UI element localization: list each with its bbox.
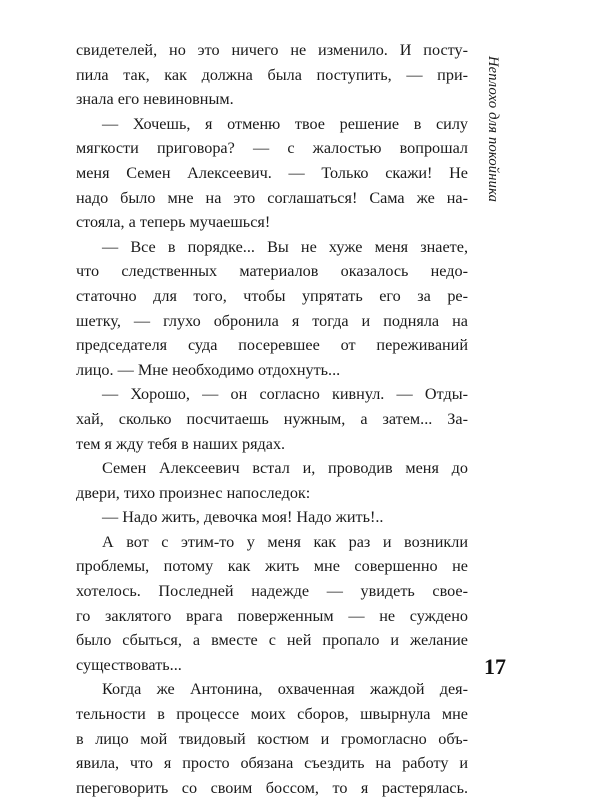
running-head: Неплохо для покойника [485,56,501,203]
page-number: 17 [484,654,506,679]
text-line: хотелось. Последней надежде — увидеть свое- [76,582,468,601]
text-line: Когда же Антонина, охваченная жаждой дея- [102,680,468,699]
text-line: явила, что я просто обязана съездить на работу и [76,754,468,773]
text-line: председателя суда посеревшее от переживаний [76,336,468,355]
text-line: — Хочешь, я отменю твое решение в силу [102,114,468,133]
text-line: меня Семен Алексеевич. — Только скажи! Не [76,163,468,182]
text-line: — Надо жить, девочка моя! Надо жить!.. [102,508,384,527]
text-line: стояла, а теперь мучаешься! [76,213,271,232]
text-line: А вот с этим-то у меня как раз и возникли [102,532,468,551]
text-line: лицо. — Мне необходимо отдохнуть... [76,360,341,379]
body-text [76,38,468,800]
text-line: тем я жду тебя в наших рядах. [76,434,286,453]
text-line: в лицо мой твидовый костюм и громогласно объ- [76,729,468,748]
text-line: — Хорошо, — он согласно кивнул. — Отды- [102,385,468,404]
text-line: было сбыться, а вместе с ней пропало и желание [76,631,468,650]
text-line: тельности в процессе моих сборов, швырнула мне [76,705,468,724]
text-line: существовать... [76,655,182,674]
text-line: переговорить со своим боссом, то я растерялась. [76,778,468,797]
text-line: проблемы, потому как жить мне совершенно не [76,557,468,576]
text-line: мягкости приговора? — с жалостью вопрошал [76,139,468,158]
text-line: статочно для того, чтобы упрятать его за ре- [76,286,468,305]
text-line: пила так, как должна была поступить, — при- [76,65,468,84]
text-line: го заклятого врага поверженным — не суждено [76,606,468,625]
text-line: свидетелей, но это ничего не изменило. И посту- [76,41,468,59]
text-line: двери, тихо произнес напоследок: [76,483,311,502]
text-line: надо было мне на это соглашаться! Сама же на- [76,188,468,207]
text-line: хай, сколько посчитаешь нужным, а затем... За- [76,409,468,428]
text-line: шетку, — глухо обронила я тогда и подняла на [76,311,468,330]
text-line: что следственных материалов оказалось недо- [76,262,468,281]
text-line: знала его невиновным. [76,90,234,109]
text-line: — Все в порядке... Вы не хуже меня знаете, [102,237,468,256]
text-line: Семен Алексеевич встал и, проводив меня до [102,459,468,478]
